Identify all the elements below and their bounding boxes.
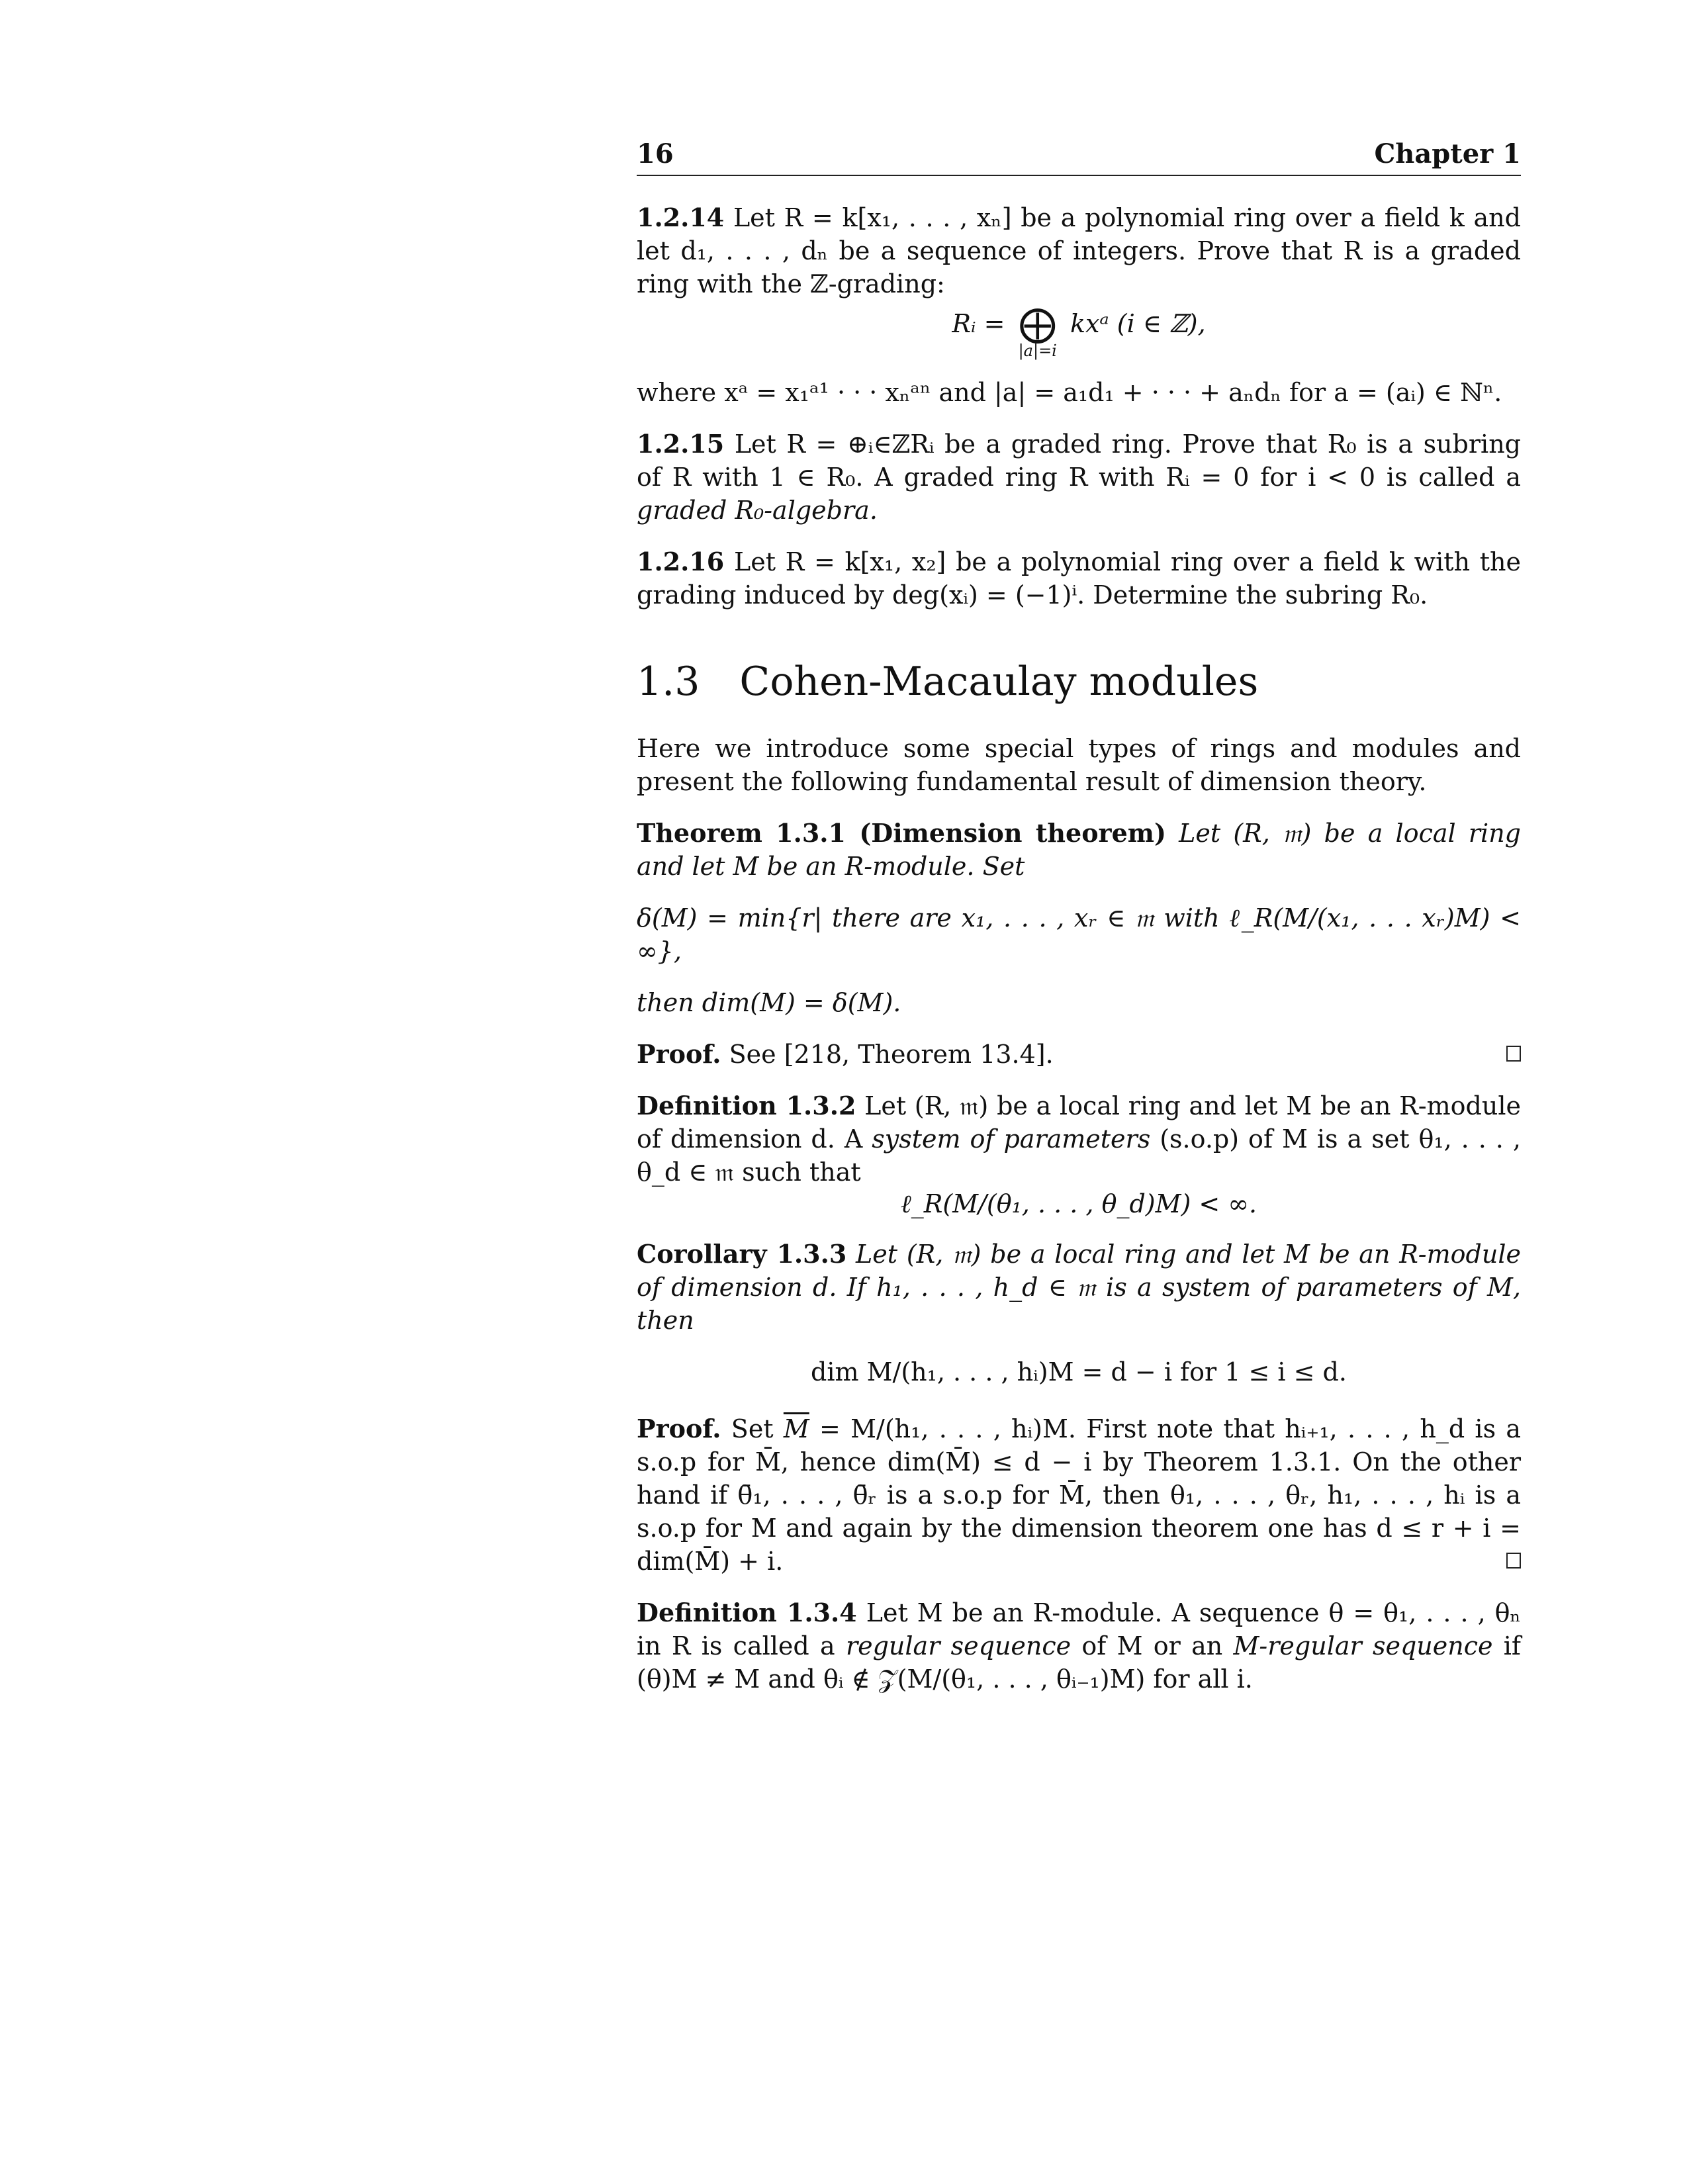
- formula-lhs: Rᵢ =: [952, 309, 1005, 338]
- qed-box-icon: [1506, 1553, 1521, 1569]
- page-content: [637, 138, 1521, 1714]
- proof-text: See [218, Theorem 13.4].: [729, 1040, 1054, 1069]
- theorem-label: Theorem 1.3.1 (Dimension theorem): [637, 818, 1166, 848]
- definition-1-3-2: [637, 1089, 1521, 1189]
- formula-rhs: kxᵃ (i ∈ ℤ),: [1070, 309, 1206, 338]
- section-number: 1.3: [637, 659, 700, 705]
- exercise-label: 1.2.15: [637, 429, 725, 459]
- exercise-text: Let R = ⊕ᵢ∈ℤRᵢ be a graded ring. Prove that R₀ is a subring of R with 1 ∈ R₀. A graded ring R with Rᵢ = 0 for i < 0 is called a: [637, 430, 1521, 492]
- section-title: Cohen-Macaulay modules: [739, 659, 1259, 705]
- theorem-text: Let (R, 𝔪) be a local ring and let M be an R-module. Set: [637, 819, 1521, 881]
- definition-text-c: if (θ)M ≠ M and θᵢ ∉ 𝒵(M/(θ₁, . . . , θᵢ₋₁)M) for all i.: [637, 1631, 1521, 1694]
- exercise-label: 1.2.14: [637, 203, 725, 232]
- proof-text-a: Set: [731, 1414, 774, 1443]
- exercise-where-clause: where xᵃ = x₁ᵃ¹ · · · xₙᵃⁿ and |a| = a₁d₁ + · · · + aₙdₙ for a = (aᵢ) ∈ ℕⁿ.: [637, 378, 1502, 407]
- definition-1-3-4: [637, 1596, 1521, 1696]
- running-head: [637, 138, 1521, 176]
- page-number: 16: [637, 138, 674, 169]
- definition-term-1: regular sequence: [845, 1631, 1072, 1661]
- exercise-1-2-14: [637, 201, 1521, 300]
- section-heading: [637, 658, 1521, 705]
- proof-text-b: = M/(h₁, . . . , hᵢ)M. First note that hᵢ₊₁, . . . , h_d is a s.o.p for M̄, hence dim(M̄) ≤ d − i by Theorem 1.3.1. On the other hand if θ̄₁, . . . , θ̄ᵣ is a s.o.p for M̄, then θ₁, . . . , θᵣ, h₁, . . . , hᵢ is a s.o.p for M and again by the dimension theorem one has d ≤ r + i = dim(M̄) + i.: [637, 1414, 1521, 1576]
- definition-display: ℓ_R(M/(θ₁, . . . , θ_d)M) < ∞.: [900, 1189, 1257, 1218]
- section-intro: Here we introduce some special types of rings and modules and present the following fundamental result of dimension theory.: [637, 734, 1521, 796]
- proof-1: [637, 1038, 1521, 1071]
- corollary-text: Let (R, 𝔪) be a local ring and let M be an R-module of dimension d. If h₁, . . . , h_d ∈ 𝔪 is a system of parameters of M, then: [637, 1240, 1521, 1335]
- oplus-glyph: ⨁: [1019, 302, 1056, 345]
- definition-label: Definition 1.3.2: [637, 1091, 856, 1120]
- definition-text-a: Let M be an R-module. A sequence θ = θ₁, . . . , θₙ in R is called a: [637, 1598, 1521, 1661]
- theorem-display: δ(M) = min{r| there are x₁, . . . , xᵣ ∈ 𝔪 with ℓ_R(M/(x₁, . . . xᵣ)M) < ∞},: [637, 903, 1521, 966]
- definition-term-2: M-regular sequence: [1233, 1631, 1493, 1661]
- exercise-1-2-16: [637, 545, 1521, 612]
- direct-sum-symbol: [1018, 302, 1057, 360]
- definition-text-a: Let (R, 𝔪) be a local ring and let M be an R-module of dimension d. A: [637, 1091, 1521, 1154]
- exercise-text: Let R = k[x₁, x₂] be a polynomial ring over a field k with the grading induced by deg(xᵢ) = (−1)ⁱ. Determine the subring R₀.: [637, 547, 1521, 610]
- oplus-subscript: |a|=i: [1018, 341, 1057, 360]
- chapter-title: Chapter 1: [1374, 138, 1521, 169]
- exercise-term: graded R₀-algebra.: [637, 496, 878, 525]
- definition-text-b: (s.o.p) of M is a set θ₁, . . . , θ_d ∈ 𝔪 such that: [637, 1124, 1521, 1187]
- definition-text-b: of M or an: [1081, 1631, 1223, 1661]
- proof-label: Proof.: [637, 1414, 721, 1443]
- qed-box-icon: [1506, 1046, 1521, 1062]
- m-bar: $\overline{M}$: [783, 1414, 809, 1443]
- proof-label: Proof.: [637, 1039, 721, 1069]
- corollary-display: dim M/(h₁, . . . , hᵢ)M = d − i for 1 ≤ i ≤ d.: [811, 1357, 1347, 1387]
- exercise-label: 1.2.16: [637, 547, 725, 576]
- theorem-1-3-1: [637, 817, 1521, 883]
- corollary-label: Corollary 1.3.3: [637, 1239, 847, 1269]
- exercise-text: Let R = k[x₁, . . . , xₙ] be a polynomial ring over a field k and let d₁, . . . , dₙ be a sequence of integers. Prove that R is a graded ring with the ℤ-grading:: [637, 203, 1521, 298]
- grading-formula: [637, 302, 1521, 360]
- corollary-1-3-3: [637, 1238, 1521, 1337]
- exercise-1-2-15: [637, 428, 1521, 527]
- proof-2: [637, 1412, 1521, 1578]
- definition-term: system of parameters: [872, 1124, 1151, 1154]
- definition-label: Definition 1.3.4: [637, 1598, 857, 1627]
- theorem-conclusion: then dim(M) = δ(M).: [637, 988, 901, 1017]
